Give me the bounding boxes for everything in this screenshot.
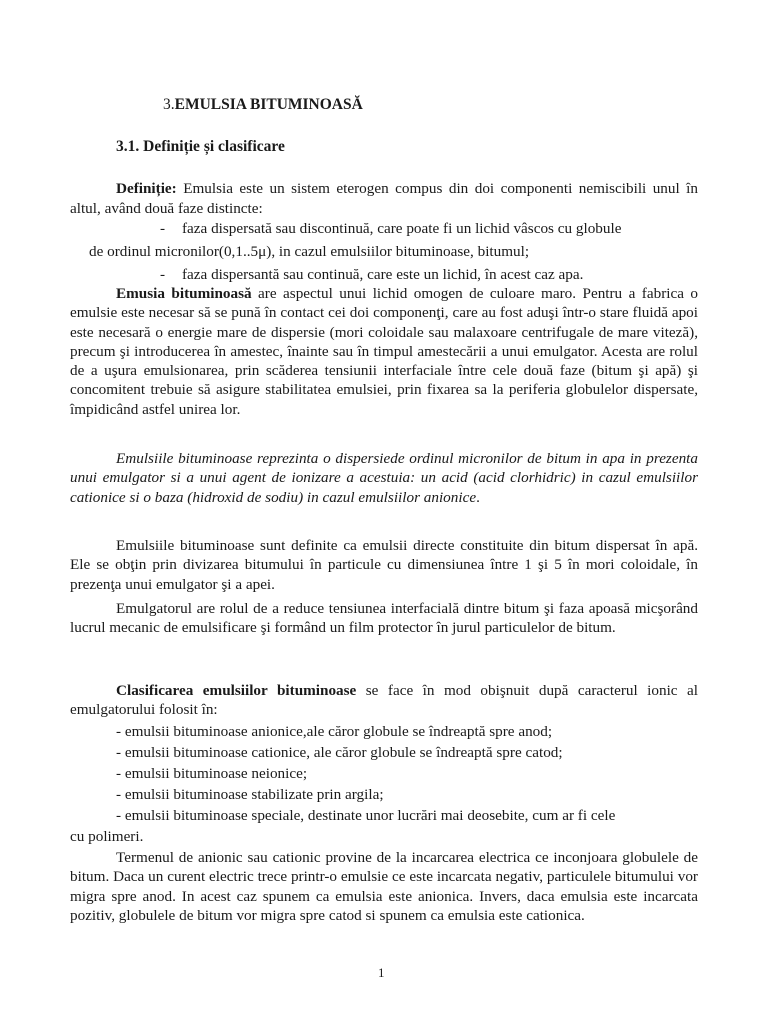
definition-text: Emulsia este un sistem eterogen compus din doi componenti nemiscibili unul în altul, având două faze distincte:: [70, 180, 698, 217]
phase-item-1: [160, 219, 700, 239]
italic-text: Emulsiile bituminoase reprezinta o dispersiede ordinul micronilor de bitum in apa in prezenta unui emulgator si a unui agent de ionizare a acestuia: un acid (acid clorhidric) in cazul emulsiilor cationice si o baza (hidroxid de sodiu) in cazul emulsiilor anionice: [70, 450, 698, 506]
class-item-5: - emulsii bituminoase speciale, destinate unor lucrări mai deosebite, cum ar fi cele: [116, 807, 616, 824]
paragraph-lead: Emusia bituminoasă: [116, 285, 252, 302]
phase-item-1-cont: de ordinul micronilor(0,1..5μ), in cazul emulsiilor bituminoase, bitumul;: [89, 243, 530, 260]
paragraph-emulsia: [70, 284, 698, 419]
paragraph-italic: [70, 449, 698, 507]
class-item-4: - emulsii bituminoase stabilizate prin argila;: [116, 786, 384, 803]
definition-label: Definiție:: [116, 180, 177, 197]
paragraph-emulgator: Emulgatorul are rolul de a reduce tensiunea interfacială dintre bitum şi faza apoasă micşorând lucrul mecanic de emulsificare şi formând un film protector în jurul particulelor de bitum.: [70, 600, 698, 637]
italic-end: .: [476, 488, 480, 506]
phase-text: faza dispersată sau discontinuă, care poate fi un lichid vâscos cu globule: [182, 220, 622, 237]
phase-marker: -: [160, 220, 166, 237]
class-item-2: - emulsii bituminoase cationice, ale căror globule se îndreaptă spre catod;: [116, 744, 563, 761]
class-item-5-cont: cu polimeri.: [70, 828, 144, 845]
paragraph-definite: Emulsiile bituminoase sunt definite ca emulsii directe constituite din bitum dispersat în apă. Ele se obţin prin divizarea bitumului în particule cu dimensiunea între 1 şi 5 în mori coloidale, în prezenţa unui emulgator şi a apei.: [70, 537, 698, 593]
phase-item-2: [160, 265, 700, 285]
paragraph-lead: Clasificarea emulsiilor bituminoase: [116, 682, 357, 699]
phase-marker: -: [160, 266, 166, 283]
subsection-title: 3.1. Definiție și clasificare: [116, 138, 285, 155]
phase-text: faza dispersantă sau continuă, care este un lichid, în acest caz apa.: [182, 266, 584, 283]
page-number: 1: [378, 965, 385, 980]
class-item-3: - emulsii bituminoase neionice;: [116, 765, 308, 782]
paragraph-ionic: Termenul de anionic sau cationic provine de la incarcarea electrica ce inconjoara globulele de bitum. Daca un curent electric trece printr-o emulsie ce este incarcata negativ, particulele bitumului vor migra spre anod. In acest caz spunem ca emulsia este anionica. Invers, daca emulsia este incarcata pozitiv, globulele de bitum vor migra spre catod si spunem ca emulsia este cationica.: [70, 849, 698, 924]
definition-paragraph: [70, 179, 698, 218]
paragraph-classification: [70, 681, 698, 720]
section-number: 3.: [163, 96, 175, 113]
paragraph-text: se face în mod obişnuit după caracterul ionic al emulgatorului folosit în:: [70, 682, 698, 719]
section-title: [163, 95, 363, 115]
paragraph-text: are aspectul unui lichid omogen de culoare maro. Pentru a fabrica o emulsie este necesar să se pună în contact cei doi componenţi, care au fost aduşi într-o stare fluidă apoi este necesară o energie mare de dispersie (mori coloidale sau malaxoare centrifugale de mare viteză), precum şi introducerea în amestec, înainte sau în timpul amestecării a unui emulgator. Acesta are rolul de a uşura emulsionarea, prin scăderea tensiunii interfaciale între cele două faze (bitum şi apă) şi concomitent trebuie să asigure stabilitatea emulsiei, prin fixarea sa la periferia globulelor dispersate, împidicând astfel unirea lor.: [70, 285, 698, 418]
section-title-text: EMULSIA BITUMINOASĂ: [174, 96, 363, 113]
class-item-1: - emulsii bituminoase anionice,ale căror globule se îndreaptă spre anod;: [116, 723, 553, 740]
